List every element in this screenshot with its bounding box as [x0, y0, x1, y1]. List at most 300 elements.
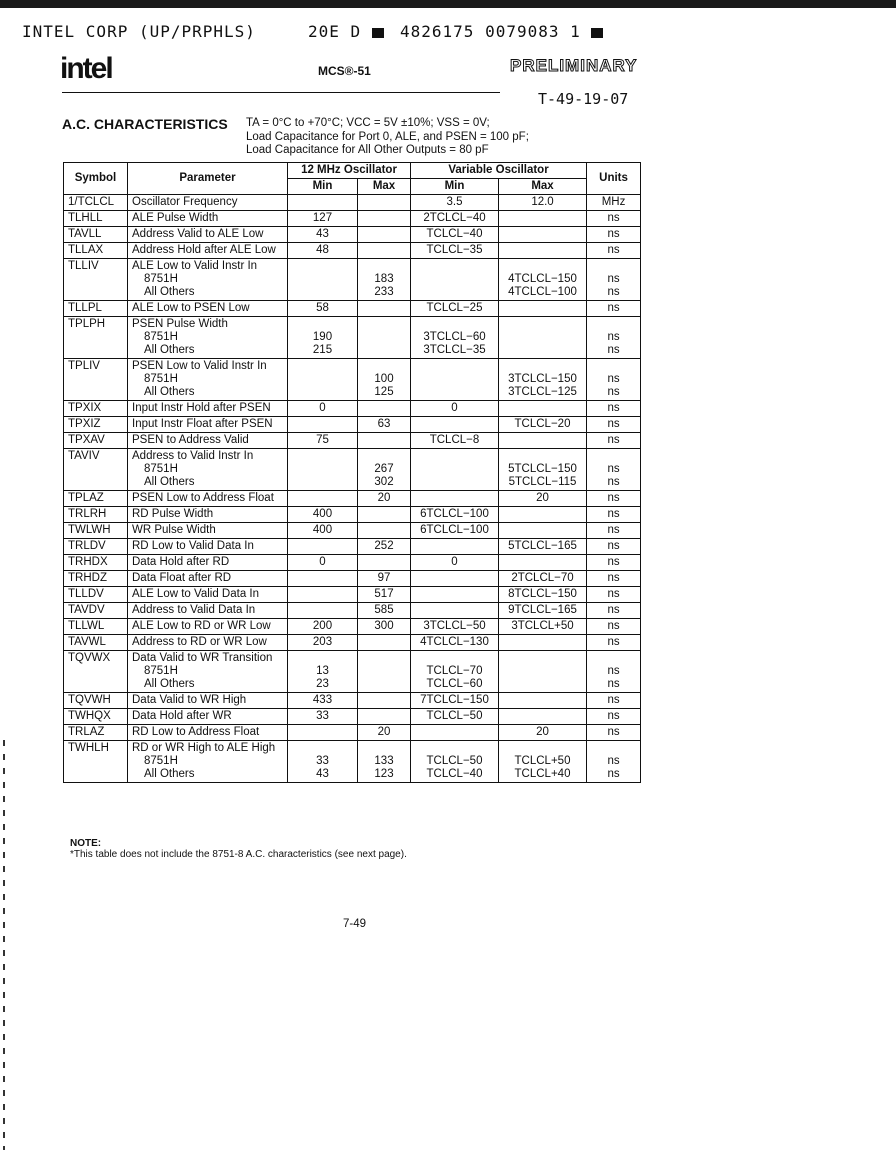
table-row — [64, 227, 641, 243]
max-12mhz-cell — [358, 571, 411, 587]
value-line: 5TCLCL−150 — [508, 463, 577, 475]
note-title: NOTE: — [70, 838, 102, 849]
value-line: 300 — [374, 620, 394, 632]
value-line — [503, 260, 582, 273]
value-line: 4TCLCL−130 — [420, 636, 489, 648]
units-cell — [587, 433, 641, 449]
min-12mhz-cell — [288, 709, 358, 725]
value-line: ns — [607, 694, 620, 706]
units-cell — [587, 635, 641, 651]
value-line: ns — [607, 476, 620, 488]
min-12mhz-cell — [288, 243, 358, 259]
value-line — [415, 286, 494, 299]
units-cell — [587, 417, 641, 433]
parameter-cell — [128, 449, 288, 491]
parameter-line: ALE Pulse Width — [132, 212, 219, 224]
parameter-line: Address to RD or WR Low — [132, 636, 267, 648]
max-12mhz-cell — [358, 401, 411, 417]
min-variable-cell — [411, 401, 499, 417]
parameter-line: 8751H — [144, 463, 178, 475]
value-line — [503, 694, 582, 707]
parameter-line: Data Hold after WR — [132, 710, 232, 722]
symbol-cell: TPXIZ — [64, 417, 128, 433]
min-12mhz-cell — [288, 635, 358, 651]
min-12mhz-cell — [288, 571, 358, 587]
value-line — [362, 402, 406, 415]
value-line: ns — [607, 386, 620, 398]
max-variable-cell — [499, 211, 587, 227]
value-line: ns — [607, 524, 620, 536]
max-variable-cell — [499, 587, 587, 603]
value-line: ns — [607, 418, 620, 430]
max-12mhz-cell — [358, 741, 411, 783]
value-line — [362, 331, 406, 344]
units-cell — [587, 317, 641, 359]
max-variable-cell — [499, 523, 587, 539]
table-row — [64, 491, 641, 507]
parameter-cell — [128, 693, 288, 709]
value-line — [362, 212, 406, 225]
value-line — [362, 556, 406, 569]
value-line — [292, 360, 353, 373]
units-cell — [587, 523, 641, 539]
header-right — [400, 22, 603, 41]
value-line: 3TCLCL−35 — [423, 344, 486, 356]
value-line: 8TCLCL−150 — [508, 588, 577, 600]
value-line — [503, 652, 582, 665]
parameter-cell — [128, 619, 288, 635]
min-variable-cell — [411, 635, 499, 651]
value-line: 23 — [316, 678, 329, 690]
value-line — [292, 604, 353, 617]
max-12mhz-cell — [358, 417, 411, 433]
value-line: TCLCL−20 — [514, 418, 571, 430]
table-row — [64, 635, 641, 651]
parameter-cell — [128, 417, 288, 433]
min-variable-cell — [411, 693, 499, 709]
value-line — [503, 434, 582, 447]
col-header-max: Max — [499, 179, 587, 195]
col-header-symbol: Symbol — [64, 163, 128, 195]
symbol-cell: TRHDZ — [64, 571, 128, 587]
value-line — [503, 360, 582, 373]
value-line — [292, 373, 353, 386]
max-variable-cell — [499, 571, 587, 587]
value-line: 123 — [374, 768, 394, 780]
units-cell — [587, 693, 641, 709]
parameter-line: ALE Low to PSEN Low — [132, 302, 250, 314]
value-line — [292, 450, 353, 463]
value-line — [362, 244, 406, 257]
value-line: 127 — [312, 212, 333, 224]
value-line — [292, 418, 353, 431]
max-12mhz-cell — [358, 507, 411, 523]
units-cell — [587, 539, 641, 555]
parameter-line: Input Instr Hold after PSEN — [132, 402, 271, 414]
value-line — [362, 710, 406, 723]
parameter-line: Address Hold after ALE Low — [132, 244, 276, 256]
min-12mhz-cell — [288, 433, 358, 449]
min-variable-cell — [411, 741, 499, 783]
value-line — [415, 604, 494, 617]
parameter-line: All Others — [144, 286, 195, 298]
value-line: 302 — [374, 476, 394, 488]
value-line: TCLCL−8 — [429, 434, 480, 446]
value-line: 133 — [374, 755, 394, 767]
symbol-cell: TPLAZ — [64, 491, 128, 507]
max-12mhz-cell — [358, 195, 411, 211]
value-line: TCLCL−70 — [426, 665, 483, 677]
min-variable-cell — [411, 301, 499, 317]
table-row — [64, 555, 641, 571]
value-line — [362, 228, 406, 241]
table-row — [64, 693, 641, 709]
max-variable-cell — [499, 635, 587, 651]
value-line — [415, 572, 494, 585]
max-variable-cell — [499, 301, 587, 317]
max-variable-cell — [499, 539, 587, 555]
max-variable-cell — [499, 603, 587, 619]
value-line: 9TCLCL−165 — [508, 604, 577, 616]
table-row — [64, 725, 641, 741]
col-header-variable: Variable Oscillator — [411, 163, 587, 179]
max-12mhz-cell — [358, 243, 411, 259]
value-line: 33 — [316, 710, 329, 722]
value-line — [415, 386, 494, 399]
value-line: 2TCLCL−70 — [511, 572, 574, 584]
value-line — [292, 742, 353, 755]
max-12mhz-cell — [358, 651, 411, 693]
value-line: 7TCLCL−150 — [420, 694, 489, 706]
value-line: 5TCLCL−115 — [508, 476, 577, 488]
value-line — [292, 286, 353, 299]
min-12mhz-cell — [288, 587, 358, 603]
value-line — [503, 212, 582, 225]
min-variable-cell — [411, 709, 499, 725]
min-12mhz-cell — [288, 555, 358, 571]
max-12mhz-cell — [358, 211, 411, 227]
table-row — [64, 603, 641, 619]
max-12mhz-cell — [358, 301, 411, 317]
value-line — [415, 652, 494, 665]
max-12mhz-cell — [358, 555, 411, 571]
value-line — [292, 463, 353, 476]
value-line: ns — [607, 434, 620, 446]
value-line: TCLCL−60 — [426, 678, 483, 690]
value-line: 20 — [377, 492, 391, 504]
max-variable-cell — [499, 449, 587, 491]
value-line — [415, 476, 494, 489]
symbol-cell: TWHQX — [64, 709, 128, 725]
units-cell — [587, 211, 641, 227]
col-header-min: Min — [288, 179, 358, 195]
parameter-line: Data Float after RD — [132, 572, 232, 584]
max-12mhz-cell — [358, 227, 411, 243]
value-line: 125 — [374, 386, 394, 398]
parameter-cell — [128, 725, 288, 741]
value-line — [503, 678, 582, 691]
max-variable-cell — [499, 433, 587, 449]
parameter-cell — [128, 491, 288, 507]
min-variable-cell — [411, 195, 499, 211]
parameter-line: 8751H — [144, 331, 178, 343]
value-line: TCLCL−35 — [426, 244, 483, 256]
parameter-cell — [128, 587, 288, 603]
value-line — [292, 273, 353, 286]
parameter-cell — [128, 555, 288, 571]
parameter-line: Address to Valid Instr In — [132, 450, 254, 462]
value-line — [362, 318, 406, 331]
value-line — [292, 196, 353, 209]
symbol-cell: TAVIV — [64, 449, 128, 491]
max-variable-cell — [499, 725, 587, 741]
value-line: 3TCLCL−125 — [508, 386, 577, 398]
value-line: 97 — [377, 572, 391, 584]
max-variable-cell — [499, 507, 587, 523]
document-number: T-49-19-07 — [538, 90, 629, 108]
value-line: 20 — [536, 726, 549, 738]
units-cell — [587, 709, 641, 725]
min-variable-cell — [411, 555, 499, 571]
value-line — [415, 588, 494, 601]
table-row — [64, 709, 641, 725]
value-line: ns — [607, 556, 620, 568]
symbol-cell: TLLDV — [64, 587, 128, 603]
header-right-text: 4826175 0079083 1 — [400, 22, 581, 41]
value-line — [503, 228, 582, 241]
value-line: ns — [607, 212, 620, 224]
symbol-cell: TLLPL — [64, 301, 128, 317]
value-line — [292, 386, 353, 399]
value-line: 4TCLCL−100 — [508, 286, 577, 298]
units-cell — [587, 651, 641, 693]
parameter-line: RD or WR High to ALE High — [132, 742, 276, 754]
value-line — [591, 742, 636, 755]
value-line — [503, 710, 582, 723]
value-line — [415, 450, 494, 463]
scan-top-edge — [0, 0, 896, 8]
value-line: 203 — [312, 636, 333, 648]
parameter-line: All Others — [144, 344, 195, 356]
value-line — [503, 344, 582, 357]
value-line — [415, 726, 494, 739]
value-line: ns — [607, 726, 620, 738]
max-12mhz-cell — [358, 433, 411, 449]
max-variable-cell — [499, 619, 587, 635]
value-line — [503, 508, 582, 521]
max-12mhz-cell — [358, 259, 411, 301]
table-row — [64, 651, 641, 693]
min-variable-cell — [411, 449, 499, 491]
max-12mhz-cell — [358, 317, 411, 359]
value-line — [503, 665, 582, 678]
min-12mhz-cell — [288, 725, 358, 741]
max-12mhz-cell — [358, 619, 411, 635]
value-line: 3TCLCL−60 — [423, 331, 486, 343]
parameter-line: Data Hold after RD — [132, 556, 230, 568]
col-header-units: Units — [587, 163, 641, 195]
value-line: 5TCLCL−165 — [508, 540, 577, 552]
parameter-cell — [128, 523, 288, 539]
min-variable-cell — [411, 227, 499, 243]
parameter-line: All Others — [144, 678, 195, 690]
min-12mhz-cell — [288, 507, 358, 523]
value-line — [292, 492, 353, 505]
value-line: 200 — [312, 620, 333, 632]
value-line — [362, 260, 406, 273]
parameter-line: ALE Low to Valid Data In — [132, 588, 259, 600]
test-conditions — [246, 117, 529, 158]
header-rule — [62, 92, 500, 93]
parameter-cell — [128, 359, 288, 401]
symbol-cell: TPLPH — [64, 317, 128, 359]
value-line — [415, 463, 494, 476]
min-variable-cell — [411, 571, 499, 587]
parameter-line: 8751H — [144, 755, 178, 767]
value-line: ns — [607, 344, 620, 356]
page-number: 7-49 — [343, 918, 367, 930]
col-header-parameter: Parameter — [128, 163, 288, 195]
value-line: 183 — [374, 273, 394, 285]
value-line: TCLCL+40 — [514, 768, 571, 780]
min-12mhz-cell — [288, 401, 358, 417]
parameter-line: Data Valid to WR Transition — [132, 652, 273, 664]
min-variable-cell — [411, 417, 499, 433]
value-line: 233 — [374, 286, 394, 298]
value-line: 252 — [374, 540, 394, 552]
value-line: ns — [607, 228, 620, 240]
black-block-icon — [591, 28, 603, 38]
max-12mhz-cell — [358, 635, 411, 651]
value-line: ns — [607, 463, 620, 475]
value-line: 3TCLCL−50 — [423, 620, 486, 632]
table-row — [64, 195, 641, 211]
value-line — [591, 652, 636, 665]
value-line — [591, 318, 636, 331]
value-line — [503, 402, 582, 415]
units-cell — [587, 555, 641, 571]
condition-line: Load Capacitance for Port 0, ALE, and PSEN = 100 pF; — [246, 130, 529, 143]
parameter-cell — [128, 243, 288, 259]
value-line: 43 — [316, 768, 329, 780]
max-12mhz-cell — [358, 693, 411, 709]
table-row — [64, 301, 641, 317]
parameter-line: All Others — [144, 386, 195, 398]
table-row — [64, 619, 641, 635]
value-line: 2TCLCL−40 — [423, 212, 486, 224]
black-block-icon — [372, 28, 384, 38]
value-line: ns — [607, 768, 620, 780]
units-cell — [587, 571, 641, 587]
value-line — [503, 450, 582, 463]
max-variable-cell — [499, 259, 587, 301]
table-row — [64, 211, 641, 227]
value-line — [503, 556, 582, 569]
value-line — [591, 450, 636, 463]
value-line: TCLCL−25 — [426, 302, 483, 314]
value-line: ns — [607, 540, 620, 552]
header-left: INTEL CORP (UP/PRPHLS) — [22, 22, 256, 41]
value-line: 20 — [536, 492, 549, 504]
value-line: 267 — [374, 463, 394, 475]
value-line: 215 — [312, 344, 333, 356]
table-row — [64, 539, 641, 555]
value-line: ns — [607, 492, 620, 504]
parameter-line: All Others — [144, 476, 195, 488]
table-row — [64, 359, 641, 401]
parameter-line: 8751H — [144, 665, 178, 677]
units-cell — [587, 741, 641, 783]
parameter-line: 8751H — [144, 273, 178, 285]
header-mid-text: 20E D — [308, 22, 362, 41]
value-line: ns — [607, 572, 620, 584]
max-variable-cell — [499, 651, 587, 693]
value-line: 433 — [312, 694, 333, 706]
parameter-cell — [128, 571, 288, 587]
table-row — [64, 433, 641, 449]
ac-characteristics-table — [63, 162, 641, 783]
preliminary-stamp: PRELIMINARY — [510, 56, 638, 75]
min-variable-cell — [411, 211, 499, 227]
min-variable-cell — [411, 243, 499, 259]
col-header-min: Min — [411, 179, 499, 195]
table-row — [64, 243, 641, 259]
value-line — [362, 524, 406, 537]
units-cell — [587, 725, 641, 741]
max-12mhz-cell — [358, 709, 411, 725]
value-line — [292, 588, 353, 601]
max-variable-cell — [499, 693, 587, 709]
parameter-line: PSEN to Address Valid — [132, 434, 249, 446]
max-12mhz-cell — [358, 449, 411, 491]
table-row — [64, 571, 641, 587]
value-line — [362, 665, 406, 678]
min-12mhz-cell — [288, 417, 358, 433]
value-line: 0 — [319, 402, 326, 414]
symbol-cell: TLHLL — [64, 211, 128, 227]
parameter-line: RD Low to Address Float — [132, 726, 260, 738]
value-line — [415, 273, 494, 286]
value-line — [503, 318, 582, 331]
value-line: TCLCL−50 — [426, 755, 483, 767]
min-variable-cell — [411, 539, 499, 555]
parameter-line: RD Pulse Width — [132, 508, 214, 520]
value-line — [362, 694, 406, 707]
min-12mhz-cell — [288, 211, 358, 227]
max-12mhz-cell — [358, 725, 411, 741]
value-line: ns — [607, 286, 620, 298]
min-12mhz-cell — [288, 259, 358, 301]
min-12mhz-cell — [288, 227, 358, 243]
value-line — [415, 418, 494, 431]
col-header-12mhz: 12 MHz Oscillator — [288, 163, 411, 179]
symbol-cell: TAVWL — [64, 635, 128, 651]
parameter-line: 8751H — [144, 373, 178, 385]
value-line: ns — [607, 331, 620, 343]
units-cell — [587, 587, 641, 603]
value-line — [362, 678, 406, 691]
symbol-cell: TRLAZ — [64, 725, 128, 741]
value-line: 0 — [319, 556, 326, 568]
table-row — [64, 401, 641, 417]
symbol-cell: TLLAX — [64, 243, 128, 259]
value-line: 48 — [316, 244, 329, 256]
value-line — [362, 196, 406, 209]
symbol-cell: TPXAV — [64, 433, 128, 449]
units-cell — [587, 243, 641, 259]
value-line: 400 — [312, 524, 333, 536]
value-line — [292, 318, 353, 331]
